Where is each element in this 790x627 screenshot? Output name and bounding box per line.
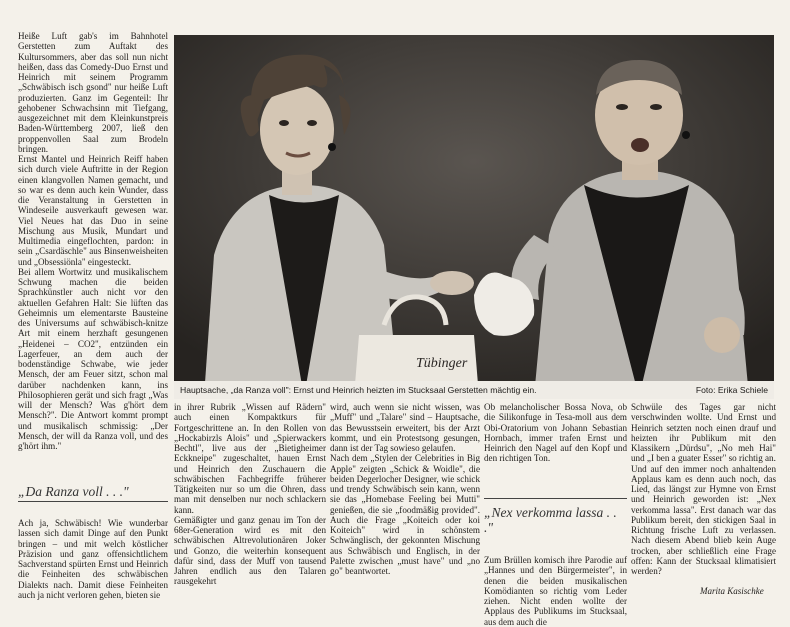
photo-illustration — [174, 35, 774, 397]
article-column-1: Heiße Luft gab's im Bahnhotel Gerstetten zum Auftakt des Kultursommers, aber das soll nun nicht heißen, dass das Comedy-Duo Ernst und Heinrich mit seinem Programm „Schwäbisch isch gsond" nur heiße Luft produzierten. Ganz im Gegenteil: Ihr gehobener Schwachsinn mit Tiefgang, ausgezeichnet mit dem Kleinkunstpreis Baden-Württemberg 2007, ließ den proppenvollen Saal zum Brodeln bringen. Ernst Mantel und Heinrich Reiff haben sich durch viele Auftritte in der Region einen klangvollen Namen gemacht, und so war es denn auch kein Wunder, dass die Veranstaltung in Gerstetten in Windeseile ausverkauft gewesen war. Viel Neues hat das Duo in seine Mischung aus Musik, Mundart und Multimedia eingeflochten, pardon: in sein „Csardäschle" aus Binsenweisheiten und „Obsessiönla" eingesteckt. Bei allem Wortwitz und musikalischem Schwung machen die beiden Sprachkünstler auch nicht vor den aktuellen Gefahren Halt: Sie lüften das Geheimnis um elementarste Bausteine des Universums auf schwäbisch-knitze Art mit einem herzhaft gesungenen „Heidenei – CO2", entzünden ein Lagerfeuer, an dem auch der bodenständige Schwabe, wie jeder Mensch, der am Feuer sitzt, schon mal darüber nachdenken kann, ins Philosophieren gerät und sich fragt „Was will der Mensch? Was g'hört dem Mensch?". Die Antwort kommt prompt und musikalisch schmissig: „Der Mensch, der will da Ranza voll, und des g'hört ihm." — [18, 31, 168, 451]
article-column-5: Schwüle des Tages gar nicht verschwinden wollte. Und Ernst und Heinrich setzten noch einen drauf und heizten ihr Publikum mit den Klassikern „Dürdsu", „No meh Hai" und „I ben a guater Esser" so richtig an. Und auf den immer noch anhaltenden Applaus kam es denn auch noch, das Lied, das längst zur Hymne von Ernst und Heinrich geworden ist: „Nex verkomma lassa". Erst danach war das Publikum bereit, den stickigen Saal in Richtung frische Luft zu verlassen. Nach diesem Abend blieb kein Auge trocken, aber schließlich eine Frage offen: Kann der Stucksaal klimatisiert werden? — [631, 402, 776, 576]
article-photo — [174, 35, 774, 397]
photo-credit: Foto: Erika Schiele — [695, 385, 768, 395]
subheading-da-ranza-voll: „Da Ranza voll . . ." — [18, 484, 168, 502]
photo-caption — [174, 381, 774, 399]
article-column-3: wird, auch wenn sie nicht wissen, was „Muff" und „Talare" sind – Hauptsache, das Bewusstsein erweitert, bis der Arzt kommt, und ein Protestsong gesungen, dann ist der Tag sowieso gelaufen. Nach dem „Stylen der Celebrities in Big Apple" zeigten „Schick & Woidle", die beiden Degerlocher Designer, wie schick und trendy Schwäbisch sein kann, wenn sie das „Homebase Feeling bei Mutti" genießen, die sie „foodmäßig provided". Auch die Frage „Koiteich oder koi Koiteich" wird in schönstem Schwänglisch, der gekonnten Mischung aus Schwäbisch und Englisch, in der Palette zwischen „must have" und „no go" beantwortet. — [330, 402, 480, 576]
bag-label: Tübinger — [416, 356, 468, 371]
caption-text: Hauptsache, „da Ranza voll": Ernst und Heinrich heizten im Stucksaal Gerstetten mächtig ein. — [180, 385, 537, 395]
author-byline: Marita Kasischke — [700, 586, 764, 596]
article-column-2: in ihrer Rubrik „Wissen auf Rädern" auch einen Kompaktkurs für Fortgeschrittene an. In den Rollen von „Hockabirzls Alois" und „Spierwackers Bechtl", live aus der „Bietigheimer Eckkneipe" zugeschaltet, hauen Ernst und Heinrich den Zuschauern die schwäbischen Fachbegriffe früherer Tätigkeiten nur so um die Ohren, dass man mit denselben nur noch schlackern kann. Gemäßigter und ganz genau im Ton der 68er-Generation wird es mit den schwäbischen Altrevolutionären Joker und Gonzo, die weiterhin konsequent dafür sind, dass der Muff von tausend Jahren endlich aus den Talaren rausgekehrt — [174, 402, 326, 587]
article-column-4-continued: Zum Brüllen komisch ihre Parodie auf „Hannes und den Bürgermeister", in denen die beiden musikalischen Komödianten so richtig vom Leder ziehen. Nicht enden wollte der Applaus des Publikums im Stucksaal, aus dem auch die — [484, 555, 627, 627]
article-column-1-continued: Ach ja, Schwäbisch! Wie wunderbar lassen sich damit Dinge auf den Punkt bringen – und mit welch köstlicher Präzision und ganz offensichtlichem Sachverstand spürten Ernst und Heinrich die Feinheiten des schwäbischen Dialekts nach. Damit diese Feinheiten auch ja nicht verloren gehen, bieten sie — [18, 518, 168, 600]
subheading-nex-verkomma-lassa: „Nex verkomma lassa . . ." — [484, 498, 627, 535]
article-column-4: Ob melancholischer Bossa Nova, ob die Silikonfuge in Tesa-moll aus dem Obi-Oratorium von Johann Sebastian Hornbach, immer trafen Ernst und Heinrich den Nagel auf den Kopf und den richtigen Ton. — [484, 402, 627, 464]
